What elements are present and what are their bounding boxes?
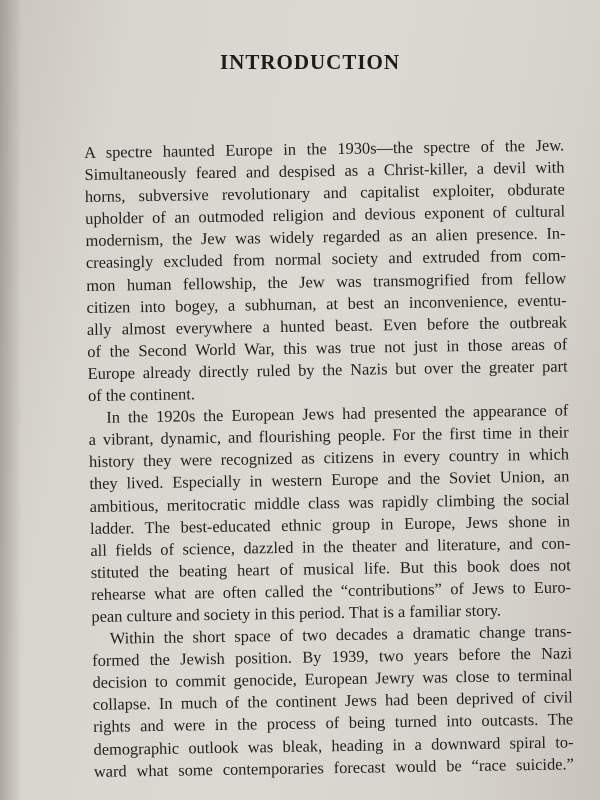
text-line: decision to commit genocide, European Jewry was close to terminal [92, 665, 573, 693]
text-line: ambitious, meritocratic middle class was rapidly climbing the social [89, 488, 570, 516]
text-line: formed the Jewish position. By 1939, two years before the Nazi [91, 643, 573, 671]
text-line: history they were recognized as citizens in every country in which [88, 444, 570, 472]
text-line: they lived. Especially in western Europe and the Soviet Union, an [89, 466, 570, 494]
text-line: collapse. In much of the continent Jews had been deprived of civil [92, 687, 573, 715]
text-line: Europe already directly ruled by the Nazis but over the greater part [87, 356, 568, 383]
text-line: rights and were in the process of being turned into outcasts. The [93, 709, 574, 737]
chapter-title: INTRODUCTION [219, 50, 401, 74]
text-line: upholder of an outmoded religion and devious exponent of cultural [85, 201, 566, 229]
text-line: ladder. The best-educated ethnic group in Europe, Jews shone in [89, 511, 571, 538]
text-line: a vibrant, dynamic, and flourishing people. For the first time in their [88, 422, 569, 450]
text-line: rehearse what are often called the “contributions” of Jews to Euro- [90, 577, 572, 604]
text-line: creasingly excluded from normal society and extruded from com- [85, 245, 566, 273]
text-line: Within the short space of two decades a dramatic change trans- [109, 621, 572, 648]
text-line: ally almost everywhere a hunted beast. Even before the outbreak [86, 312, 568, 339]
text-line: In the 1920s the European Jews had presented the appearance of [106, 400, 569, 427]
text-line: modernism, the Jew was widely regarded as an alien presence. In- [85, 223, 566, 251]
paragraph-1 [84, 134, 568, 407]
text-line: of the Second World War, this was true not just in those areas of [87, 334, 568, 361]
text-line: stituted the beating heart of musical life. But this book does not [90, 555, 571, 582]
paragraph-2 [88, 400, 571, 628]
text-line: A spectre haunted Europe in the 1930s—the spectre of the Jew. [84, 135, 565, 162]
text-line: Simultaneously feared and despised as a Christ-killer, a devil with [84, 157, 565, 185]
paragraph-3 [92, 620, 574, 782]
text-line: pean culture and society in this period. That is a familiar story. [91, 600, 502, 626]
text-line: demographic outlook was bleak, heading in a downward spiral to- [93, 731, 574, 759]
body-text [84, 134, 574, 782]
text-line: ward what some contemporaries forecast would be “race suicide.” [93, 754, 574, 781]
text-line: horns, subversive revolutionary and capitalist exploiter, obdurate [84, 179, 565, 207]
text-line: of the continent. [87, 384, 196, 405]
text-line: mon human fellowship, the Jew was transmogrified from fellow [86, 268, 567, 295]
text-line: citizen into bogey, a subhuman, at best an inconvenience, eventu- [86, 290, 567, 317]
text-line: all fields of science, dazzled in the theater and literature, and con- [90, 533, 571, 560]
